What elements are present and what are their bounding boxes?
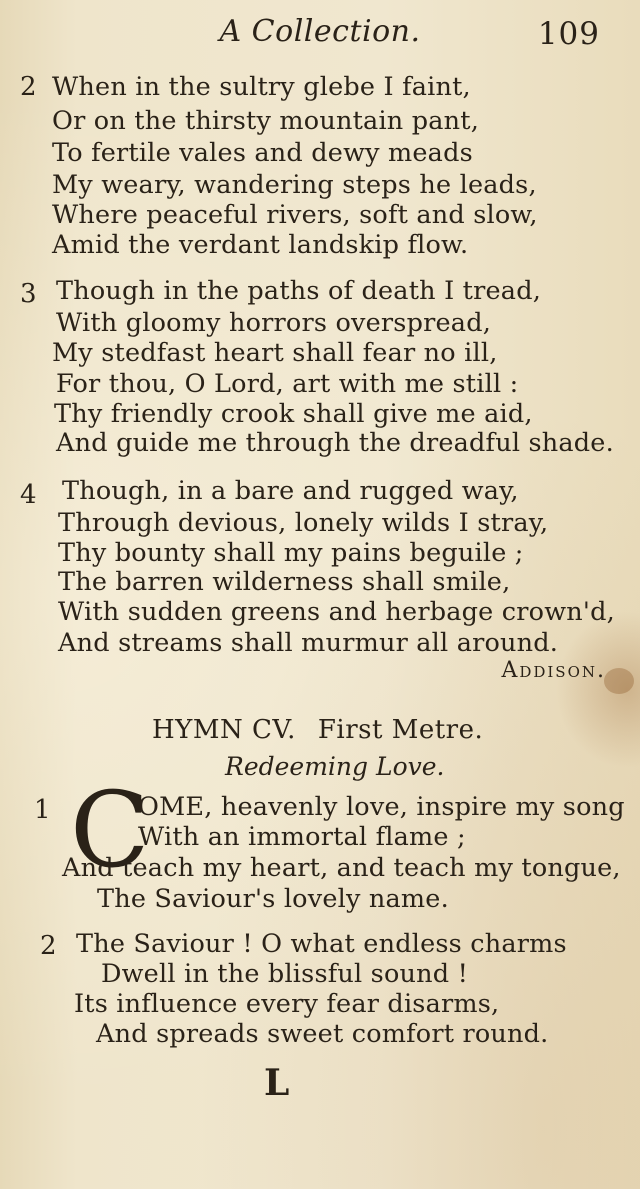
verse-line: OME, heavenly love, inspire my song [138, 792, 625, 822]
hymn-metre: First Metre. [317, 715, 484, 745]
verse-line: With gloomy horrors overspread, [56, 308, 492, 338]
verse-line: Thy bounty shall my pains beguile ; [58, 538, 524, 568]
hymn-heading [152, 715, 483, 745]
verse-line: Though in the paths of death I tread, [56, 276, 542, 306]
verse-line: And guide me through the dreadful shade. [56, 428, 614, 458]
verse-line: And streams shall murmur all around. [58, 628, 559, 658]
verse-number: 1 [34, 795, 51, 825]
running-header: A Collection. [219, 14, 421, 49]
verse-line: Where peaceful rivers, soft and slow, [52, 200, 538, 230]
verse-line: Its influence every fear disarms, [74, 989, 500, 1019]
verse-line: Amid the verdant landskip flow. [52, 230, 469, 260]
verse-line: The barren wilderness shall smile, [58, 567, 511, 597]
verse-line: Through devious, lonely wilds I stray, [58, 508, 549, 538]
verse-number: 4 [20, 480, 37, 510]
verse-line: For thou, O Lord, art with me still : [56, 369, 519, 399]
drop-cap: C [70, 769, 150, 891]
hymn-subtitle: Redeeming Love. [225, 752, 445, 781]
page-number: 109 [537, 16, 600, 52]
ink-stain [604, 668, 634, 694]
author-attribution: Addison. [501, 658, 606, 683]
verse-line: The Saviour's lovely name. [97, 884, 449, 914]
verse-line: With sudden greens and herbage crown'd, [58, 597, 615, 627]
verse-line: When in the sultry glebe I faint, [52, 72, 471, 102]
verse-line: My stedfast heart shall fear no ill, [52, 338, 498, 368]
hymn-number: HYMN CV. [152, 715, 296, 745]
verse-line: To fertile vales and dewy meads [52, 138, 473, 168]
verse-number: 2 [20, 72, 37, 102]
signature-mark: L [264, 1062, 290, 1104]
verse-line: Dwell in the blissful sound ! [101, 959, 469, 989]
verse-line: The Saviour ! O what endless charms [76, 929, 567, 959]
verse-line: My weary, wandering steps he leads, [52, 170, 537, 200]
verse-number: 3 [20, 279, 37, 309]
verse-line: Or on the thirsty mountain pant, [52, 106, 480, 136]
verse-line: And teach my heart, and teach my tongue, [62, 853, 621, 883]
verse-line: And spreads sweet comfort round. [96, 1019, 549, 1049]
verse-line: With an immortal flame ; [138, 822, 466, 852]
verse-line: Though, in a bare and rugged way, [62, 476, 519, 506]
verse-line: Thy friendly crook shall give me aid, [54, 399, 533, 429]
verse-number: 2 [40, 931, 57, 961]
